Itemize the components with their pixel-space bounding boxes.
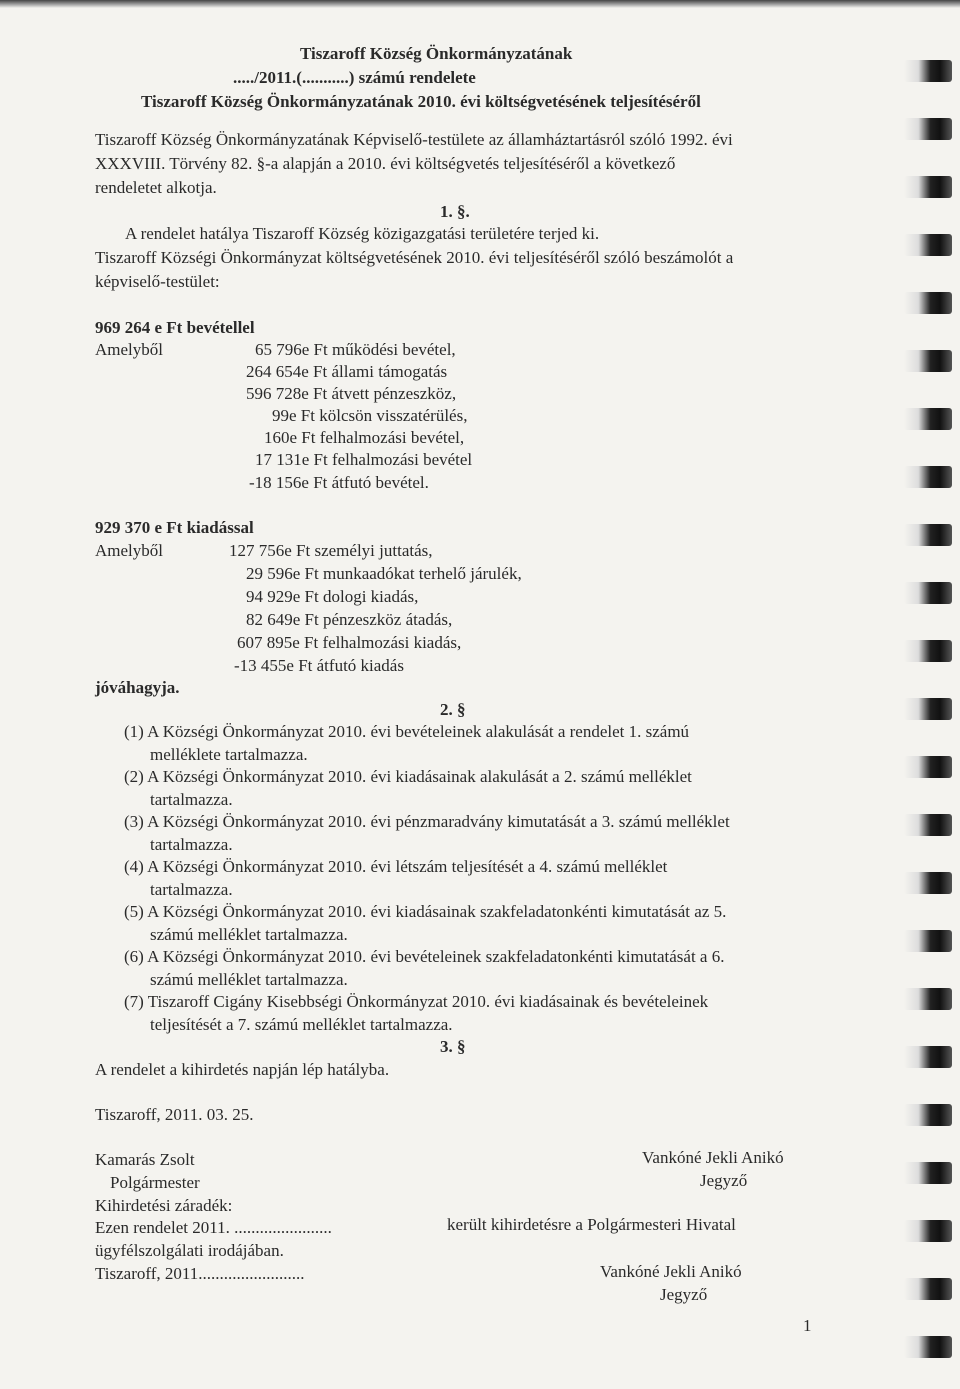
signature-right-title: Jegyző <box>700 1171 748 1190</box>
revenue-item: 99e Ft kölcsön visszatérülés, <box>272 406 468 425</box>
revenue-label: Amelyből <box>95 340 163 359</box>
expense-item: -13 455e Ft átfutó kiadás <box>234 656 404 675</box>
section-2-line: (2) A Községi Önkormányzat 2010. évi kiadásainak alakulását a 2. számú melléklet <box>124 767 692 786</box>
revenue-item: 596 728e Ft átvett pénzeszköz, <box>246 384 457 403</box>
intro-line-1: Tiszaroff Község Önkormányzatának Képviselő-testülete az államháztartásról szóló 1992. évi <box>95 130 733 149</box>
header-line-3: Tiszaroff Község Önkormányzatának 2010. évi költségvetésének teljesítéséről <box>141 92 701 111</box>
section-1-line-2: Tiszaroff Községi Önkormányzat költségvetésének 2010. évi teljesítéséről szóló beszámolót a <box>95 248 734 267</box>
section-2-line: (7) Tiszaroff Cigány Kisebbségi Önkormányzat 2010. évi kiadásainak és bevételeinek <box>124 992 709 1011</box>
expense-item: 29 596e Ft munkaadókat terhelő járulék, <box>246 564 522 583</box>
revenue-item: 264 654e Ft állami támogatás <box>246 362 448 381</box>
section-2-line: tartalmazza. <box>150 880 233 899</box>
clause-sign-title: Jegyző <box>660 1285 708 1304</box>
section-2-line: tartalmazza. <box>150 790 233 809</box>
signature-left-name: Kamarás Zsolt <box>95 1150 195 1169</box>
section-1-line-3: képviselő-testület: <box>95 272 220 291</box>
revenue-item: 65 796e Ft működési bevétel, <box>255 340 456 359</box>
section-2-line: számú melléklet tartalmazza. <box>150 925 348 944</box>
clause-sign-name: Vankóné Jekli Anikó <box>600 1262 742 1281</box>
revenue-item: 17 131e Ft felhalmozási bevétel <box>255 450 473 469</box>
revenue-item: 160e Ft felhalmozási bevétel, <box>264 428 465 447</box>
page-number: 1 <box>803 1316 812 1335</box>
intro-line-3: rendeletet alkotja. <box>95 178 217 197</box>
spiral-binding <box>898 20 960 1389</box>
clause-line-1b: került kihirdetésre a Polgármesteri Hivatal <box>447 1215 736 1234</box>
section-2-line: (1) A Községi Önkormányzat 2010. évi bevételeinek alakulását a rendelet 1. számú <box>124 722 690 741</box>
intro-line-2: XXXVIII. Törvény 82. §-a alapján a 2010. évi költségvetés teljesítéséről a következő <box>95 154 676 173</box>
section-2-line: számú melléklet tartalmazza. <box>150 970 348 989</box>
clause-heading: Kihirdetési záradék: <box>95 1196 233 1215</box>
scan-top-edge <box>0 0 960 8</box>
section-2-line: teljesítését a 7. számú melléklet tartalmazza. <box>150 1015 453 1034</box>
section-3-line: A rendelet a kihirdetés napján lép hatályba. <box>95 1060 390 1079</box>
section-3-heading: 3. § <box>440 1037 466 1056</box>
expense-item: 127 756e Ft személyi juttatás, <box>229 541 433 560</box>
expense-item: 94 929e Ft dologi kiadás, <box>246 587 419 606</box>
section-2-line: (4) A Községi Önkormányzat 2010. évi létszám teljesítését a 4. számú melléklet <box>124 857 668 876</box>
expense-item: 82 649e Ft pénzeszköz átadás, <box>246 610 453 629</box>
header-line-1: Tiszaroff Község Önkormányzatának <box>300 44 573 63</box>
section-2-line: (6) A Községi Önkormányzat 2010. évi bevételeinek szakfeladatonkénti kimutatását a 6. <box>124 947 725 966</box>
document-date: Tiszaroff, 2011. 03. 25. <box>95 1105 254 1124</box>
expense-total: 929 370 e Ft kiadással <box>95 518 254 537</box>
signature-right-name: Vankóné Jekli Anikó <box>642 1148 784 1167</box>
expense-item: 607 895e Ft felhalmozási kiadás, <box>237 633 462 652</box>
revenue-total: 969 264 e Ft bevétellel <box>95 318 255 337</box>
section-1-heading: 1. §. <box>440 202 470 221</box>
expense-label: Amelyből <box>95 541 163 560</box>
section-2-heading: 2. § <box>440 700 466 719</box>
clause-place: Tiszaroff, 2011......................... <box>95 1264 305 1283</box>
section-2-line: tartalmazza. <box>150 835 233 854</box>
signature-left-title: Polgármester <box>110 1173 200 1192</box>
revenue-item: -18 156e Ft átfutó bevétel. <box>249 473 429 492</box>
section-2-line: (5) A Községi Önkormányzat 2010. évi kiadásainak szakfeladatonkénti kimutatását az 5. <box>124 902 727 921</box>
section-2-line: (3) A Községi Önkormányzat 2010. évi pénzmaradvány kimutatását a 3. számú melléklet <box>124 812 730 831</box>
section-2-line: melléklete tartalmazza. <box>150 745 308 764</box>
clause-line-1a: Ezen rendelet 2011. ....................... <box>95 1218 332 1237</box>
clause-line-2: ügyfélszolgálati irodájában. <box>95 1241 284 1260</box>
header-line-2: ...../2011.(...........) számú rendelete <box>233 68 476 87</box>
approve-text: jóváhagyja. <box>95 678 180 697</box>
section-1-line-1: A rendelet hatálya Tiszaroff Község közigazgatási területére terjed ki. <box>125 224 600 243</box>
